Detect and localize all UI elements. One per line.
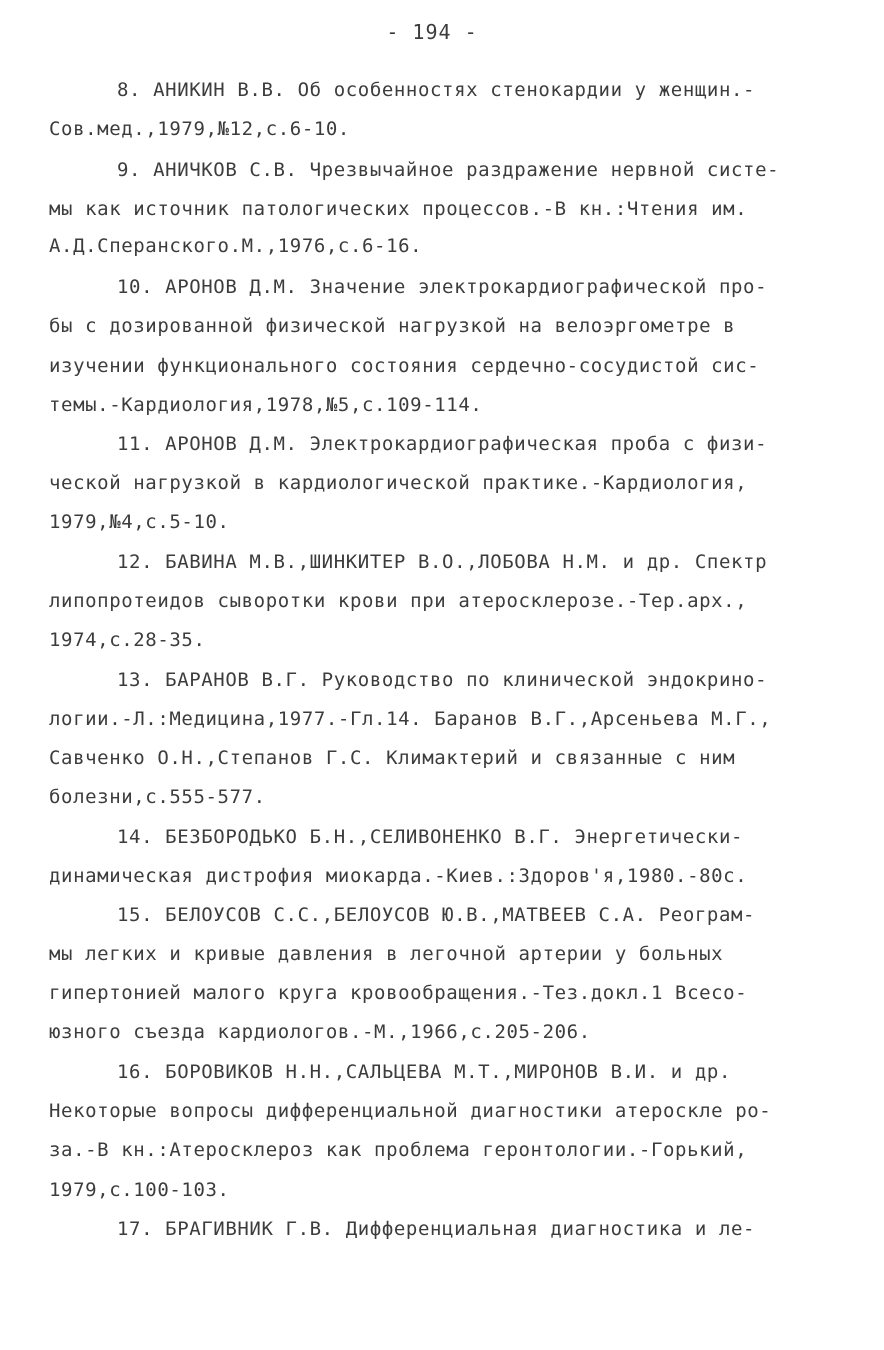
text-line: гипертонией малого круга кровообращения.-Тез.докл.1 Всесо- [49,982,748,1004]
text-line: динамическая дистрофия миокарда.-Киев.:Здоров'я,1980.-80с. [49,865,748,887]
text-line: 16. БОРОВИКОВ Н.Н.,САЛЬЦЕВА М.Т.,МИРОНОВ В.И. и др. [117,1061,731,1083]
text-line: 15. БЕЛОУСОВ С.С.,БЕЛОУСОВ Ю.В.,МАТВЕЕВ С.А. Реограм- [117,904,756,926]
text-line: 9. АНИЧКОВ С.В. Чрезвычайное раздражение нервной систе- [117,159,780,181]
text-line: 1979,с.100-103. [49,1179,230,1201]
text-line: 17. БРАГИВНИК Г.В. Дифференциальная диагностика и ле- [117,1218,756,1240]
text-line: 13. БАРАНОВ В.Г. Руководство по клинической эндокрино- [117,669,768,691]
text-line: мы легких и кривые давления в легочной артерии у больных [49,943,724,965]
text-line: Савченко О.Н.,Степанов Г.С. Климактерий и связанные с ним [49,747,736,769]
page-number: - 194 - [386,20,478,44]
text-line: логии.-Л.:Медицина,1977.-Гл.14. Баранов В.Г.,Арсеньева М.Г., [49,708,772,730]
text-line: А.Д.Сперанского.М.,1976,с.6-16. [49,235,423,257]
text-line: липопротеидов сыворотки крови при атеросклерозе.-Тер.арх., [49,590,748,612]
text-line: Некоторые вопросы дифференциальной диагностики атероскле ро- [49,1100,772,1122]
text-line: Сов.мед.,1979,№12,с.6-10. [49,118,350,140]
text-line: юзного съезда кардиологов.-М.,1966,с.205-206. [49,1021,591,1043]
text-line: мы как источник патологических процессов.-В кн.:Чтения им. [49,198,748,220]
text-line: за.-В кн.:Атеросклероз как проблема геронтологии.-Горький, [49,1139,748,1161]
text-line: 8. АНИКИН В.В. Об особенностях стенокардии у женщин.- [117,79,756,101]
text-line: бы с дозированной физической нагрузкой на велоэргометре в [49,315,736,337]
text-line: ческой нагрузкой в кардиологической практике.-Кардиология, [49,472,748,494]
text-line: болезни,с.555-577. [49,786,266,808]
text-line: 12. БАВИНА М.В.,ШИНКИТЕР В.О.,ЛОБОВА Н.М. и др. Спектр [117,551,768,573]
text-line: 1979,№4,с.5-10. [49,511,230,533]
text-line: темы.-Кардиология,1978,№5,с.109-114. [49,394,483,416]
text-line: 10. АРОНОВ Д.М. Значение электрокардиографической про- [117,276,768,298]
text-line: 1974,с.28-35. [49,629,206,651]
text-line: 11. АРОНОВ Д.М. Электрокардиографическая проба с физи- [117,433,768,455]
text-line: 14. БЕЗБОРОДЬКО Б.Н.,СЕЛИВОНЕНКО В.Г. Энергетически- [117,826,744,848]
text-line: изучении функционального состояния сердечно-сосудистой сис- [49,355,760,377]
